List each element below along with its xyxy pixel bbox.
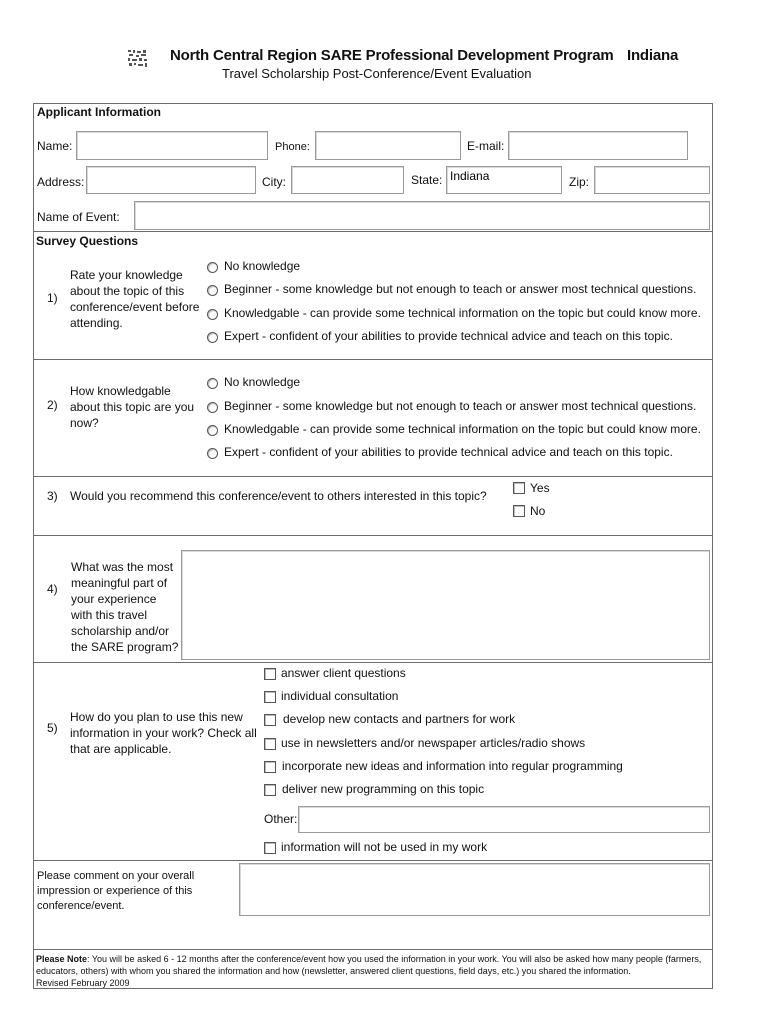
q5-checkbox-not-used[interactable]: [264, 842, 276, 854]
q2-option-none: No knowledge: [224, 375, 301, 389]
q1-text: Rate your knowledge about the topic of this conference/event before attending.: [70, 268, 200, 330]
q5-text: How do you plan to use this new information in your work? Check all that are applicable.: [70, 710, 257, 756]
q3-yes-label: Yes: [530, 481, 550, 495]
q5-option-programming: incorporate new ideas and information into regular programming: [282, 759, 623, 773]
divider-comment: [33, 949, 713, 950]
q5-option-client-questions: answer client questions: [281, 666, 406, 680]
q5-checkbox-contacts[interactable]: [264, 714, 276, 726]
q5-checkbox-deliver[interactable]: [264, 784, 276, 796]
q4-text: What was the most meaningful part of your experience with this travel scholarship and/or the SARE program?: [71, 560, 179, 654]
q2-option-knowledgable: Knowledgable - can provide some technical information on the topic but could know more.: [224, 422, 701, 436]
form-title: North Central Region SARE Professional Development Program: [170, 47, 614, 64]
q2-option-expert: Expert - confident of your abilities to provide technical advice and teach on this topic.: [224, 445, 673, 459]
q1-radio-expert[interactable]: [207, 332, 218, 343]
survey-heading: Survey Questions: [36, 234, 139, 248]
q2-option-beginner: Beginner - some knowledge but not enough to teach or answer most technical questions.: [224, 399, 697, 413]
divider-q5: [33, 860, 713, 861]
q1-number: 1): [47, 291, 58, 305]
q5-number: 5): [47, 721, 58, 735]
q1-radio-knowledgable[interactable]: [207, 309, 218, 320]
q5-option-deliver: deliver new programming on this topic: [282, 782, 485, 796]
phone-label: Phone:: [275, 141, 310, 153]
state-heading: Indiana: [627, 47, 679, 64]
form-subtitle: Travel Scholarship Post-Conference/Event Evaluation: [222, 66, 532, 81]
q2-radio-beginner[interactable]: [207, 402, 218, 413]
q5-checkbox-consultation[interactable]: [264, 691, 276, 703]
note-label: Please Note: [36, 954, 88, 964]
phone-input[interactable]: [315, 131, 461, 160]
divider-q1: [33, 359, 713, 360]
q5-option-contacts: develop new contacts and partners for work: [283, 712, 516, 726]
divider-q4: [33, 662, 713, 663]
q2-number: 2): [47, 398, 58, 412]
q5-option-newsletters: use in newsletters and/or newspaper articles/radio shows: [281, 736, 586, 750]
state-label: State:: [411, 173, 443, 187]
q3-text: Would you recommend this conference/event to others interested in this topic?: [70, 489, 487, 503]
q2-text: How knowledgable about this topic are you now?: [70, 384, 195, 430]
divider-survey: [33, 231, 713, 232]
q3-no-label: No: [530, 504, 546, 518]
q2-radio-none[interactable]: [207, 378, 218, 389]
city-input[interactable]: [291, 166, 404, 194]
q5-checkbox-newsletters[interactable]: [264, 738, 276, 750]
name-input[interactable]: [76, 131, 268, 160]
q5-checkbox-client-questions[interactable]: [264, 668, 276, 680]
city-label: City:: [262, 175, 286, 189]
divider-q2: [33, 476, 713, 477]
event-name-input[interactable]: [134, 201, 710, 230]
sare-logo: [127, 49, 149, 69]
q2-radio-knowledgable[interactable]: [207, 425, 218, 436]
q3-number: 3): [47, 489, 58, 503]
divider-q3: [33, 535, 713, 536]
q4-answer-textarea[interactable]: [181, 550, 710, 660]
revised-date: Revised February 2009: [36, 978, 130, 988]
zip-label: Zip:: [569, 175, 590, 189]
event-label: Name of Event:: [37, 210, 120, 224]
address-input[interactable]: [86, 166, 256, 194]
q5-other-input[interactable]: [298, 806, 710, 833]
q1-radio-beginner[interactable]: [207, 285, 218, 296]
q5-other-label: Other:: [264, 812, 298, 826]
state-input[interactable]: [446, 166, 562, 194]
name-label: Name:: [37, 139, 73, 153]
applicant-heading: Applicant Information: [37, 105, 161, 119]
email-label: E-mail:: [467, 139, 505, 153]
q3-no-checkbox[interactable]: [513, 505, 525, 517]
footer-note: [36, 953, 710, 989]
comment-textarea[interactable]: [239, 863, 710, 916]
zip-input[interactable]: [594, 166, 710, 194]
q4-number: 4): [47, 582, 58, 596]
q2-radio-expert[interactable]: [207, 448, 218, 459]
comment-prompt: Please comment on your overall impression or experience of this conference/event.: [37, 870, 195, 912]
q1-option-none: No knowledge: [224, 259, 301, 273]
q1-option-knowledgable: Knowledgable - can provide some technical information on the topic but could know more.: [224, 306, 701, 320]
q1-option-beginner: Beginner - some knowledge but not enough to teach or answer most technical questions.: [224, 282, 697, 296]
q5-option-consultation: individual consultation: [281, 689, 399, 703]
q1-radio-none[interactable]: [207, 262, 218, 273]
address-label: Address:: [37, 175, 85, 189]
q3-yes-checkbox[interactable]: [513, 482, 525, 494]
note-text: : You will be asked 6 - 12 months after the conference/event how you used the information in your work. You will also be asked how many people (farmers, educators, others) with whom you shared the information and how (newsletter, answered client questions, field days, etc.) you shared the information.: [36, 954, 702, 976]
q5-checkbox-programming[interactable]: [264, 761, 276, 773]
q5-option-not-used: information will not be used in my work: [281, 840, 488, 854]
q1-option-expert: Expert - confident of your abilities to provide technical advice and teach on this topic.: [224, 329, 673, 343]
email-input[interactable]: [508, 131, 688, 160]
